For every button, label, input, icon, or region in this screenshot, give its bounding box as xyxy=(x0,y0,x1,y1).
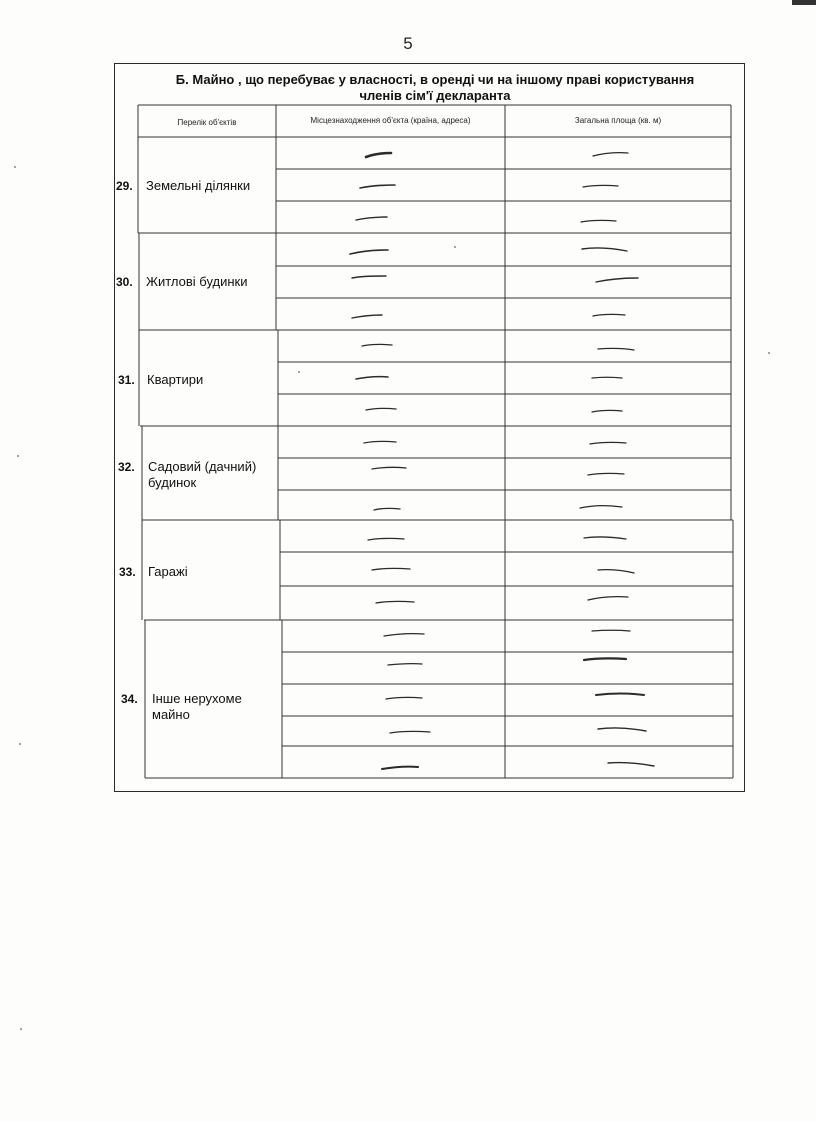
scan-speck xyxy=(454,246,456,248)
dash-mark xyxy=(372,568,410,570)
row-label-country-house-line1: Садовий (дачний) xyxy=(148,459,257,474)
row-label-other-property-line1: Інше нерухоме xyxy=(152,691,242,706)
dash-mark xyxy=(372,467,406,469)
row-number-30: 30. xyxy=(116,275,133,289)
dash-mark xyxy=(386,697,422,699)
dash-mark xyxy=(593,153,628,156)
section-title-line1: Майно , що перебуває у власності, в оренді чи на іншому праві користування xyxy=(192,72,695,87)
dash-mark xyxy=(582,248,627,251)
dash-mark xyxy=(356,217,387,220)
row-label-country-house xyxy=(148,459,276,491)
section-title-line2: членів сім'ї декларанта xyxy=(359,88,511,103)
row-label-apartments: Квартири xyxy=(147,372,204,387)
dash-mark xyxy=(608,763,654,766)
header-area: Загальна площа (кв. м) xyxy=(574,116,662,125)
scan-speck xyxy=(14,166,16,168)
dash-mark xyxy=(352,276,386,278)
row-label-land: Земельні ділянки xyxy=(146,178,251,193)
header-objects: Перелік об'єктів xyxy=(177,118,237,127)
dash-mark xyxy=(592,630,630,631)
dash-mark xyxy=(356,377,388,379)
page-number: 5 xyxy=(403,34,413,53)
dash-mark xyxy=(390,731,430,733)
dash-mark xyxy=(598,348,634,350)
dash-mark xyxy=(593,314,625,316)
dash-mark xyxy=(382,767,418,769)
dash-mark xyxy=(376,601,414,603)
row-label-other-property-line2: майно xyxy=(152,707,190,722)
dash-mark xyxy=(580,506,622,508)
dash-mark xyxy=(598,570,634,573)
row-number-31: 31. xyxy=(118,373,135,387)
dash-mark xyxy=(596,278,638,282)
row-number-34: 34. xyxy=(121,692,138,706)
dash-mark xyxy=(596,694,644,696)
dash-mark xyxy=(590,442,626,444)
row-label-country-house-line2: будинок xyxy=(148,475,197,490)
row-number-32: 32. xyxy=(118,460,135,474)
dash-mark xyxy=(598,728,646,731)
scan-speck xyxy=(298,371,300,373)
dash-mark xyxy=(360,185,395,188)
dash-mark xyxy=(368,538,404,540)
dash-mark xyxy=(592,377,622,378)
dash-mark xyxy=(581,220,616,222)
dash-mark xyxy=(350,250,388,254)
dash-mark xyxy=(362,344,392,346)
dash-mark xyxy=(384,634,424,636)
dash-mark xyxy=(584,537,626,539)
row-number-33: 33. xyxy=(119,565,136,579)
dash-mark xyxy=(592,410,622,412)
scan-speck xyxy=(20,1028,22,1030)
dash-mark xyxy=(374,508,400,510)
row-label-houses: Житлові будинки xyxy=(146,274,248,289)
section-letter: Б. xyxy=(175,72,189,87)
scan-speck xyxy=(768,352,770,354)
dash-mark xyxy=(583,185,618,187)
row-label-garages: Гаражі xyxy=(148,564,188,579)
row-number-29: 29. xyxy=(116,179,133,193)
dash-mark xyxy=(388,664,422,665)
dash-mark xyxy=(364,441,396,443)
row-label-other-property xyxy=(152,691,280,723)
header-location: Місцезнаходження об'єкта (країна, адреса) xyxy=(310,116,471,125)
dash-mark xyxy=(366,153,391,157)
scan-speck xyxy=(19,743,21,745)
dash-mark xyxy=(366,408,396,410)
dash-mark xyxy=(588,473,624,475)
scan-speck xyxy=(17,455,19,457)
dash-mark xyxy=(588,597,628,600)
dash-mark xyxy=(584,658,626,660)
dash-mark xyxy=(352,315,382,318)
